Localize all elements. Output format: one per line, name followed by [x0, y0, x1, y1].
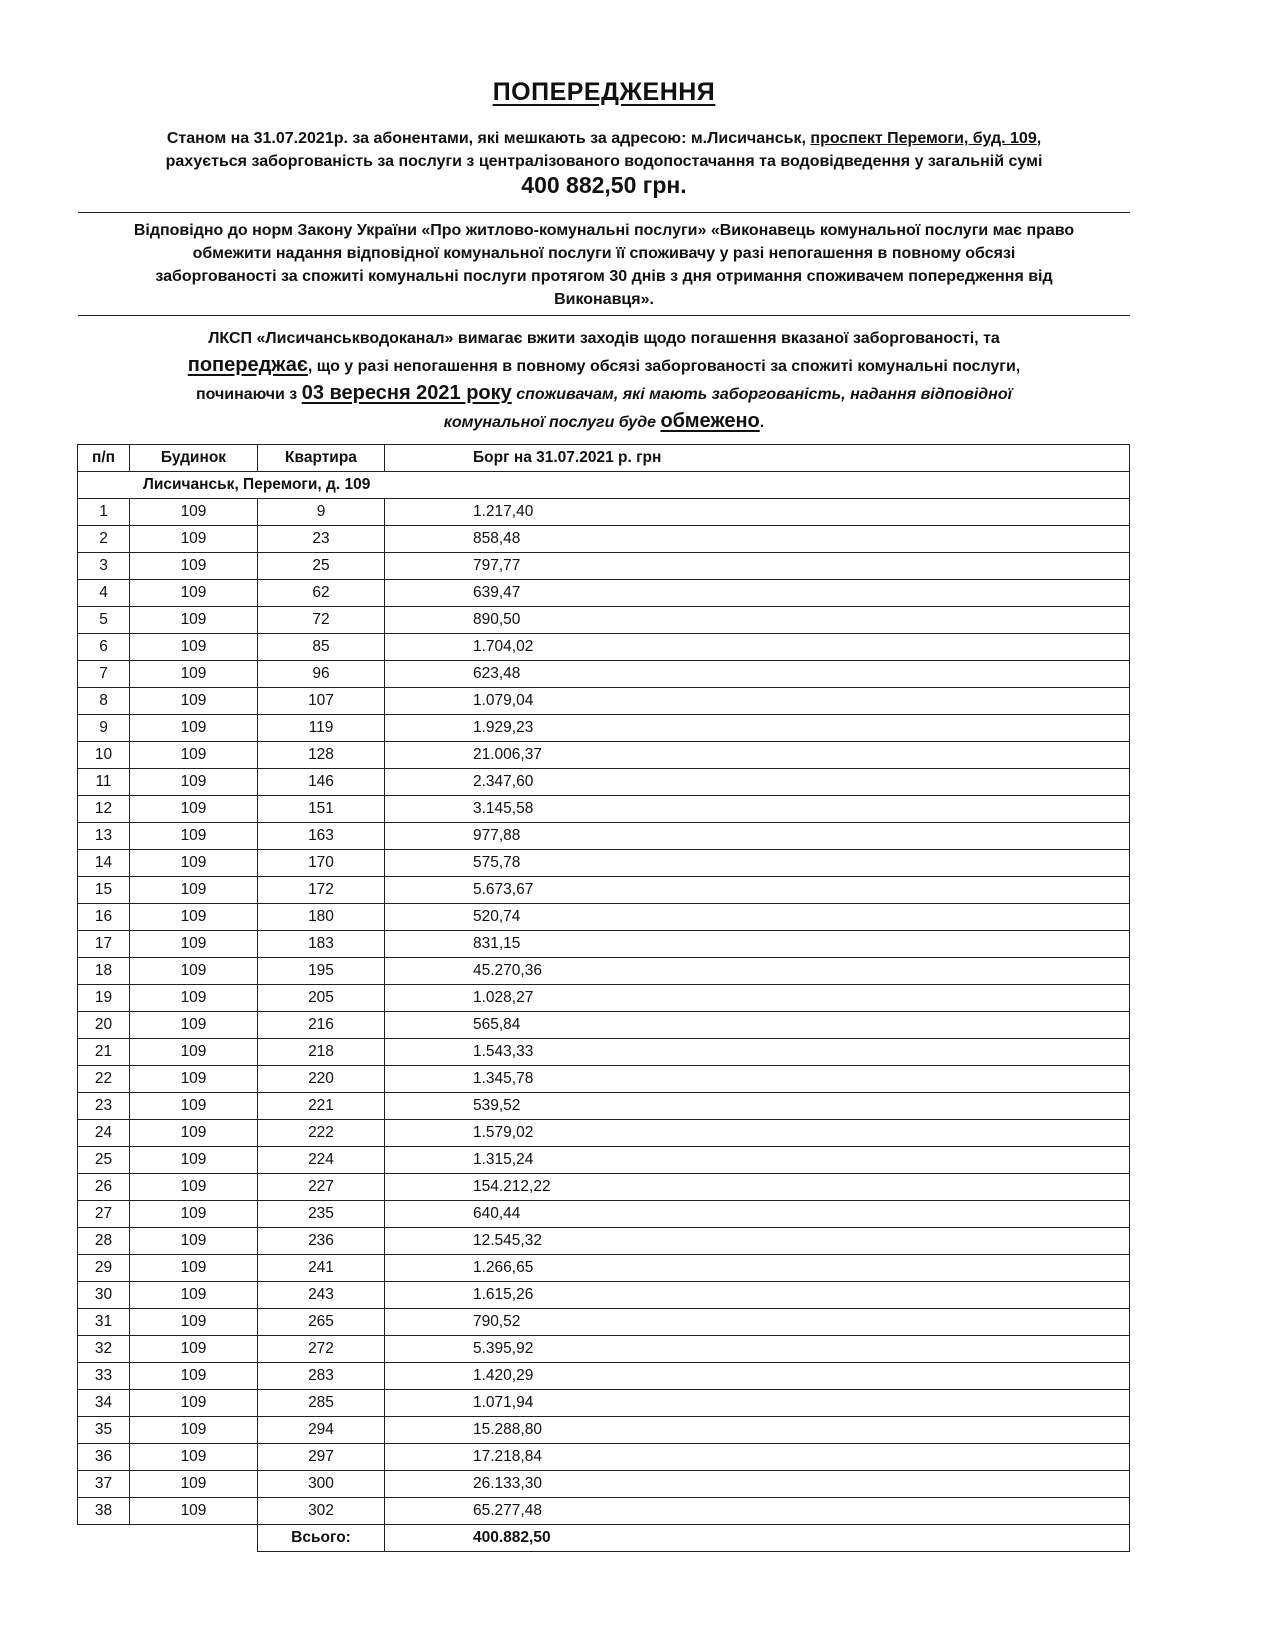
row-building: 109 — [130, 1282, 258, 1309]
row-apartment: 85 — [258, 634, 385, 661]
row-debt: 575,78 — [385, 850, 1130, 877]
table-row — [78, 1498, 1130, 1525]
row-building: 109 — [130, 1147, 258, 1174]
row-building: 109 — [130, 958, 258, 985]
row-index: 26 — [78, 1174, 130, 1201]
table-row — [78, 526, 1130, 553]
row-index: 30 — [78, 1282, 130, 1309]
row-debt: 21.006,37 — [385, 742, 1130, 769]
law-line-4: Виконавця». — [554, 291, 654, 308]
demand-paragraph — [78, 325, 1130, 436]
row-debt: 1.217,40 — [385, 499, 1130, 526]
law-paragraph — [78, 219, 1130, 311]
row-index: 18 — [78, 958, 130, 985]
row-index: 16 — [78, 904, 130, 931]
row-debt: 15.288,80 — [385, 1417, 1130, 1444]
row-building: 109 — [130, 1471, 258, 1498]
row-building: 109 — [130, 1228, 258, 1255]
row-debt: 1.028,27 — [385, 985, 1130, 1012]
row-apartment: 297 — [258, 1444, 385, 1471]
table-row — [78, 499, 1130, 526]
table-row — [78, 1012, 1130, 1039]
row-apartment: 294 — [258, 1417, 385, 1444]
row-apartment: 224 — [258, 1147, 385, 1174]
row-debt: 565,84 — [385, 1012, 1130, 1039]
row-index: 10 — [78, 742, 130, 769]
document-title: ПОПЕРЕДЖЕННЯ — [492, 78, 716, 106]
intro-line-1 — [78, 127, 1130, 150]
table-row — [78, 1336, 1130, 1363]
row-debt: 797,77 — [385, 553, 1130, 580]
row-building: 109 — [130, 742, 258, 769]
row-index: 15 — [78, 877, 130, 904]
row-debt: 640,44 — [385, 1201, 1130, 1228]
row-debt: 1.071,94 — [385, 1390, 1130, 1417]
city-address: Лисичанськ, Перемоги, д. 109 — [78, 472, 1130, 499]
row-index: 8 — [78, 688, 130, 715]
row-building: 109 — [130, 634, 258, 661]
row-apartment: 72 — [258, 607, 385, 634]
demand-line-1: ЛКСП «Лисичанськводоканал» вимагає вжити заходів щодо погашення вказаної заборгованості, та — [208, 330, 1000, 347]
row-debt: 5.673,67 — [385, 877, 1130, 904]
demand-period: . — [759, 414, 765, 431]
restricted-word: обмежено — [660, 410, 760, 432]
row-apartment: 241 — [258, 1255, 385, 1282]
total-row — [78, 1525, 1130, 1552]
row-apartment: 151 — [258, 796, 385, 823]
row-building: 109 — [130, 553, 258, 580]
law-line-3: заборгованості за спожиті комунальні послуги протягом 30 днів з дня отримання споживачем попередження від — [155, 268, 1053, 285]
row-index: 14 — [78, 850, 130, 877]
starting-text: починаючи з — [195, 386, 302, 403]
intro-text: Станом на 31.07.2021р. за абонентами, які мешкають за адресою: м.Лисичанськ, — [166, 130, 811, 147]
row-apartment: 220 — [258, 1066, 385, 1093]
row-index: 7 — [78, 661, 130, 688]
demand-line-2-text: , що у разі непогашення в повному обсязі заборгованості за спожиті комунальні послуги, — [307, 358, 1021, 375]
row-index: 20 — [78, 1012, 130, 1039]
row-building: 109 — [130, 1012, 258, 1039]
row-apartment: 302 — [258, 1498, 385, 1525]
table-header-row — [78, 445, 1130, 472]
header-index: п/п — [78, 445, 130, 472]
row-building: 109 — [130, 580, 258, 607]
row-debt: 890,50 — [385, 607, 1130, 634]
row-apartment: 218 — [258, 1039, 385, 1066]
table-row — [78, 1363, 1130, 1390]
table-row — [78, 1039, 1130, 1066]
row-apartment: 222 — [258, 1120, 385, 1147]
table-row — [78, 1390, 1130, 1417]
row-apartment: 170 — [258, 850, 385, 877]
row-index: 21 — [78, 1039, 130, 1066]
table-row — [78, 796, 1130, 823]
divider-bottom — [78, 315, 1130, 316]
row-building: 109 — [130, 1255, 258, 1282]
header-building: Будинок — [130, 445, 258, 472]
row-apartment: 23 — [258, 526, 385, 553]
divider-top — [78, 212, 1130, 213]
table-row — [78, 661, 1130, 688]
table-row — [78, 958, 1130, 985]
row-apartment: 146 — [258, 769, 385, 796]
row-building: 109 — [130, 715, 258, 742]
row-debt: 5.395,92 — [385, 1336, 1130, 1363]
intro-paragraph — [78, 127, 1130, 173]
row-index: 27 — [78, 1201, 130, 1228]
row-apartment: 96 — [258, 661, 385, 688]
row-apartment: 180 — [258, 904, 385, 931]
row-debt: 520,74 — [385, 904, 1130, 931]
row-building: 109 — [130, 850, 258, 877]
debt-table — [77, 444, 1130, 1552]
row-apartment: 235 — [258, 1201, 385, 1228]
total-label: Всього: — [258, 1525, 385, 1552]
row-apartment: 183 — [258, 931, 385, 958]
row-building: 109 — [130, 688, 258, 715]
demand-line-4-italic: комунальної послуги буде — [443, 414, 661, 431]
row-index: 24 — [78, 1120, 130, 1147]
total-debt-sum: 400 882,50 грн. — [521, 172, 687, 198]
row-debt: 45.270,36 — [385, 958, 1130, 985]
row-index: 36 — [78, 1444, 130, 1471]
row-building: 109 — [130, 1336, 258, 1363]
row-building: 109 — [130, 904, 258, 931]
row-index: 3 — [78, 553, 130, 580]
row-apartment: 285 — [258, 1390, 385, 1417]
table-row — [78, 1228, 1130, 1255]
row-building: 109 — [130, 1444, 258, 1471]
row-debt: 17.218,84 — [385, 1444, 1130, 1471]
table-row — [78, 877, 1130, 904]
row-building: 109 — [130, 877, 258, 904]
row-apartment: 272 — [258, 1336, 385, 1363]
warns-word: попереджає — [187, 354, 308, 376]
law-line-2: обмежити надання відповідної комунальної послуги її споживачу у разі непогашення в повному обсязі — [192, 245, 1016, 262]
table-row — [78, 985, 1130, 1012]
row-apartment: 300 — [258, 1471, 385, 1498]
table-row — [78, 1093, 1130, 1120]
row-building: 109 — [130, 823, 258, 850]
row-index: 1 — [78, 499, 130, 526]
row-index: 31 — [78, 1309, 130, 1336]
table-row — [78, 904, 1130, 931]
header-debt: Борг на 31.07.2021 р. грн — [385, 445, 1130, 472]
row-apartment: 119 — [258, 715, 385, 742]
row-debt: 1.704,02 — [385, 634, 1130, 661]
row-building: 109 — [130, 499, 258, 526]
row-apartment: 283 — [258, 1363, 385, 1390]
row-apartment: 243 — [258, 1282, 385, 1309]
row-building: 109 — [130, 769, 258, 796]
row-apartment: 9 — [258, 499, 385, 526]
row-debt: 623,48 — [385, 661, 1130, 688]
table-row — [78, 715, 1130, 742]
row-debt: 639,47 — [385, 580, 1130, 607]
row-debt: 977,88 — [385, 823, 1130, 850]
row-building: 109 — [130, 985, 258, 1012]
row-apartment: 195 — [258, 958, 385, 985]
row-apartment: 236 — [258, 1228, 385, 1255]
address-underlined: проспект Перемоги, буд. 109 — [810, 130, 1037, 147]
row-debt: 1.266,65 — [385, 1255, 1130, 1282]
header-apartment: Квартира — [258, 445, 385, 472]
row-index: 35 — [78, 1417, 130, 1444]
table-row — [78, 1066, 1130, 1093]
city-row — [78, 472, 1130, 499]
row-index: 33 — [78, 1363, 130, 1390]
row-debt: 1.315,24 — [385, 1147, 1130, 1174]
row-index: 25 — [78, 1147, 130, 1174]
row-apartment: 128 — [258, 742, 385, 769]
table-row — [78, 580, 1130, 607]
row-index: 5 — [78, 607, 130, 634]
table-row — [78, 1120, 1130, 1147]
row-debt: 2.347,60 — [385, 769, 1130, 796]
table-row — [78, 1417, 1130, 1444]
row-apartment: 265 — [258, 1309, 385, 1336]
row-index: 29 — [78, 1255, 130, 1282]
intro-comma: , — [1036, 130, 1042, 147]
table-row — [78, 1309, 1130, 1336]
table-row — [78, 1444, 1130, 1471]
table-row — [78, 553, 1130, 580]
row-debt: 1.079,04 — [385, 688, 1130, 715]
table-row — [78, 1201, 1130, 1228]
row-building: 109 — [130, 1093, 258, 1120]
law-line-1: Відповідно до норм Закону України «Про житлово-комунальні послуги» «Виконавець комунальної послуги має право — [133, 222, 1075, 239]
row-index: 37 — [78, 1471, 130, 1498]
table-row — [78, 1471, 1130, 1498]
row-apartment: 107 — [258, 688, 385, 715]
row-building: 109 — [130, 661, 258, 688]
table-row — [78, 1147, 1130, 1174]
row-building: 109 — [130, 1417, 258, 1444]
row-index: 38 — [78, 1498, 130, 1525]
row-debt: 26.133,30 — [385, 1471, 1130, 1498]
row-index: 13 — [78, 823, 130, 850]
row-debt: 1.579,02 — [385, 1120, 1130, 1147]
row-index: 28 — [78, 1228, 130, 1255]
row-debt: 1.345,78 — [385, 1066, 1130, 1093]
row-index: 23 — [78, 1093, 130, 1120]
total-blank — [78, 1525, 258, 1552]
row-apartment: 172 — [258, 877, 385, 904]
row-building: 109 — [130, 1066, 258, 1093]
row-debt: 1.543,33 — [385, 1039, 1130, 1066]
row-apartment: 62 — [258, 580, 385, 607]
table-row — [78, 1255, 1130, 1282]
row-building: 109 — [130, 1120, 258, 1147]
row-building: 109 — [130, 796, 258, 823]
total-value: 400.882,50 — [385, 1525, 1130, 1552]
table-row — [78, 742, 1130, 769]
table-row — [78, 1174, 1130, 1201]
row-debt: 790,52 — [385, 1309, 1130, 1336]
table-row — [78, 823, 1130, 850]
row-building: 109 — [130, 1201, 258, 1228]
row-index: 34 — [78, 1390, 130, 1417]
row-index: 12 — [78, 796, 130, 823]
row-debt: 65.277,48 — [385, 1498, 1130, 1525]
table-row — [78, 634, 1130, 661]
table-row — [78, 1282, 1130, 1309]
demand-line-2 — [78, 352, 1130, 380]
row-building: 109 — [130, 607, 258, 634]
table-row — [78, 769, 1130, 796]
row-building: 109 — [130, 931, 258, 958]
row-debt: 539,52 — [385, 1093, 1130, 1120]
demand-line-3-italic: споживачам, які мають заборгованість, надання відповідної — [511, 386, 1013, 403]
row-debt: 1.615,26 — [385, 1282, 1130, 1309]
row-apartment: 221 — [258, 1093, 385, 1120]
row-building: 109 — [130, 526, 258, 553]
row-debt: 12.545,32 — [385, 1228, 1130, 1255]
intro-line-2: рахується заборгованість за послуги з централізованого водопостачання та водовідведення у загальній сумі — [165, 153, 1043, 170]
row-apartment: 205 — [258, 985, 385, 1012]
row-apartment: 216 — [258, 1012, 385, 1039]
row-index: 19 — [78, 985, 130, 1012]
row-apartment: 163 — [258, 823, 385, 850]
row-apartment: 227 — [258, 1174, 385, 1201]
row-building: 109 — [130, 1390, 258, 1417]
table-row — [78, 931, 1130, 958]
row-index: 2 — [78, 526, 130, 553]
row-building: 109 — [130, 1039, 258, 1066]
demand-line-4 — [78, 408, 1130, 436]
demand-line-3 — [78, 380, 1130, 408]
row-index: 17 — [78, 931, 130, 958]
table-row — [78, 607, 1130, 634]
table-row — [78, 850, 1130, 877]
row-apartment: 25 — [258, 553, 385, 580]
restriction-date: 03 вересня 2021 року — [301, 382, 512, 404]
row-building: 109 — [130, 1363, 258, 1390]
row-debt: 3.145,58 — [385, 796, 1130, 823]
row-debt: 858,48 — [385, 526, 1130, 553]
row-building: 109 — [130, 1309, 258, 1336]
row-index: 4 — [78, 580, 130, 607]
row-building: 109 — [130, 1174, 258, 1201]
row-index: 9 — [78, 715, 130, 742]
table-row — [78, 688, 1130, 715]
row-index: 6 — [78, 634, 130, 661]
row-debt: 154.212,22 — [385, 1174, 1130, 1201]
row-index: 11 — [78, 769, 130, 796]
row-index: 32 — [78, 1336, 130, 1363]
row-debt: 831,15 — [385, 931, 1130, 958]
row-debt: 1.929,23 — [385, 715, 1130, 742]
row-building: 109 — [130, 1498, 258, 1525]
row-index: 22 — [78, 1066, 130, 1093]
row-debt: 1.420,29 — [385, 1363, 1130, 1390]
